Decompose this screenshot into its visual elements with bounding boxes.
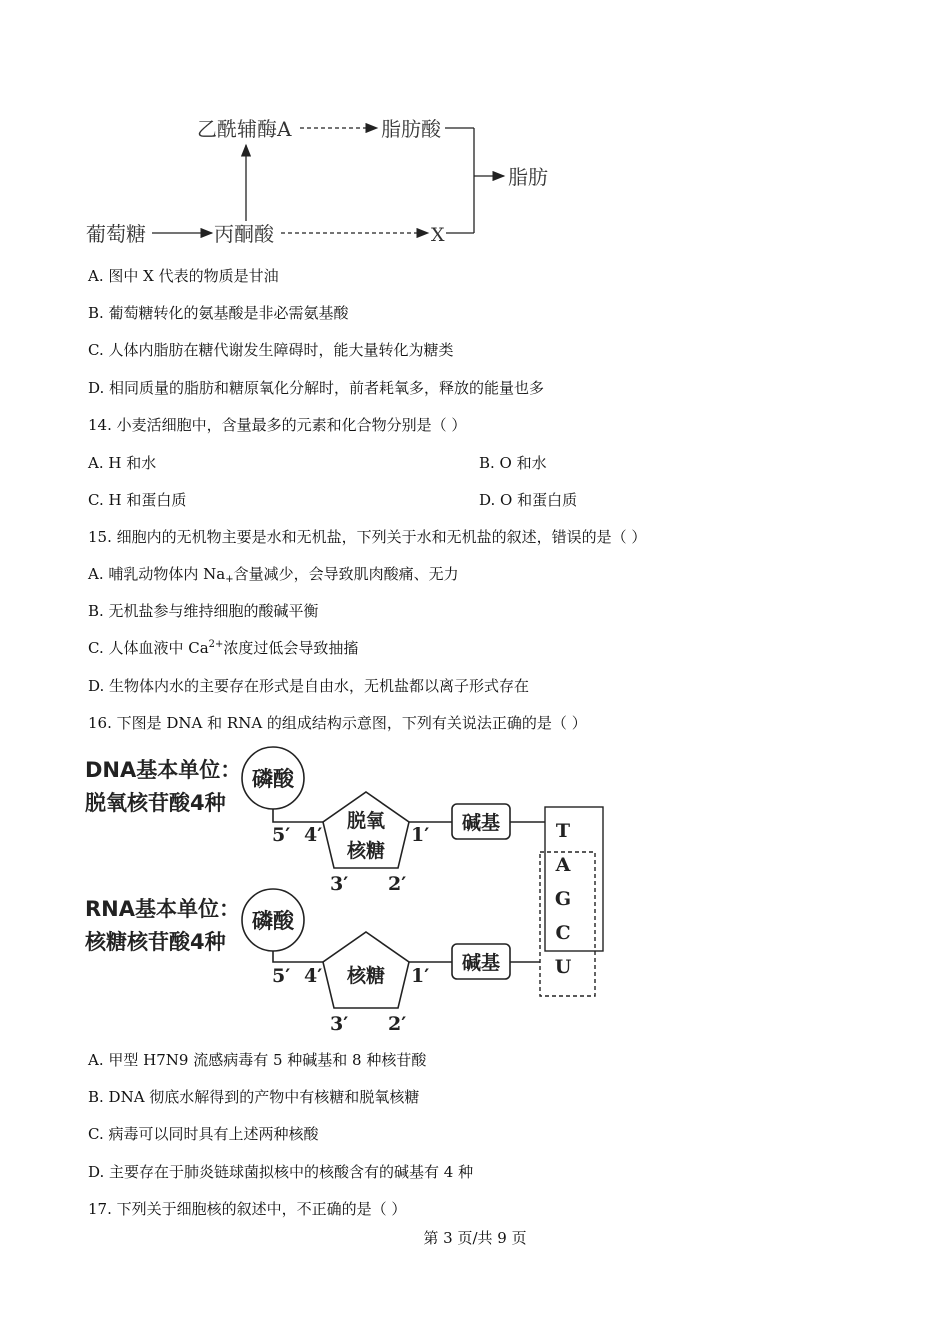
q14-option-a: A. H 和水 [88,454,157,472]
rna-pos-1: 1′ [411,965,430,987]
rna-phosphate-bond [273,951,323,962]
dna-pos-1: 1′ [411,824,430,846]
glucose-label: 葡萄糖 [86,222,146,246]
rna-ribose-label: 核糖 [346,965,386,987]
q15-option-c-text-post: 浓度过低会导致抽搐 [223,639,359,657]
base-t: T [555,820,571,842]
q15-option-c-ion: 2+ [208,639,224,650]
q16-option-c: C. 病毒可以同时具有上述两种核酸 [88,1125,319,1143]
rna-phosphate-label: 磷酸 [252,908,294,933]
rna-pos-5: 5′ [272,965,291,987]
rna-title-line1: RNA基本单位： [85,897,240,921]
q16-option-a: A. 甲型 H7N9 流感病毒有 5 种碱基和 8 种核苷酸 [88,1051,427,1069]
dna-title-line1: DNA基本单位： [85,758,242,782]
q16-stem: 16. 下图是 DNA 和 RNA 的组成结构示意图，下列有关说法正确的是（ ） [88,714,587,732]
base-g: G [554,888,572,910]
fatty-acid-label: 脂肪酸 [381,117,441,141]
rna-title-line2: 核糖核苷酸4种 [85,930,226,954]
base-c: C [555,922,571,944]
dna-base-label: 碱基 [461,812,501,834]
q15-option-c [88,638,358,658]
q15-option-a [88,564,459,584]
dna-pos-3: 3′ [330,873,349,895]
q16-option-b: B. DNA 彻底水解得到的产物中有核糖和脱氧核糖 [88,1088,420,1106]
q14-option-b: B. O 和水 [479,454,547,472]
q14-option-c: C. H 和蛋白质 [88,491,187,509]
q15-option-b: B. 无机盐参与维持细胞的酸碱平衡 [88,602,319,620]
dna-title-line2: 脱氧核苷酸4种 [85,791,226,815]
dna-deoxyribose-label-2: 核糖 [346,840,386,862]
q13-option-b: B. 葡萄糖转化的氨基酸是非必需氨基酸 [88,304,349,322]
dna-phosphate-label: 磷酸 [252,766,294,791]
acetyl-coa-label: 乙酰辅酶A [197,117,292,141]
q14-option-d: D. O 和蛋白质 [479,491,578,509]
q13-option-c: C. 人体内脂肪在糖代谢发生障碍时，能大量转化为糖类 [88,341,454,359]
q13-option-a: A. 图中 X 代表的物质是甘油 [88,267,279,285]
q15-option-a-text-pre: A. 哺乳动物体内 Na [88,565,226,583]
q13-option-d: D. 相同质量的脂肪和糖原氧化分解时，前者耗氧多，释放的能量也多 [88,379,545,397]
nucleotide-diagram [0,740,950,1040]
q16-option-d: D. 主要存在于肺炎链球菌拟核中的核酸含有的碱基有 4 种 [88,1163,474,1181]
dna-pos-2: 2′ [388,873,407,895]
x-label: X [431,224,445,246]
q15-option-a-text-post: 含量减少，会导致肌肉酸痛、无力 [233,565,459,583]
q15-option-a-ion: + [225,574,234,585]
rna-pos-4: 4′ [304,965,323,987]
page-footer: 第 3 页/共 9 页 [423,1229,527,1247]
q15-option-d: D. 生物体内水的主要存在形式是自由水，无机盐都以离子形式存在 [88,677,530,695]
dna-deoxyribose-label-1: 脱氧 [346,810,386,832]
base-a: A [555,854,571,876]
q14-stem: 14. 小麦活细胞中，含量最多的元素和化合物分别是（ ） [88,416,467,434]
fat-label: 脂肪 [508,165,548,189]
dna-phosphate-bond [273,809,323,822]
rna-pos-3: 3′ [330,1013,349,1035]
pyruvate-label: 丙酮酸 [214,222,274,246]
metabolism-diagram [0,0,950,260]
dna-pos-4: 4′ [304,824,323,846]
dna-pos-5: 5′ [272,824,291,846]
base-u: U [554,956,572,978]
dna-base-set-box [545,807,603,951]
q15-option-c-text-pre: C. 人体血液中 Ca [88,639,209,657]
q15-stem: 15. 细胞内的无机物主要是水和无机盐，下列关于水和无机盐的叙述，错误的是（ ） [88,528,647,546]
rna-pos-2: 2′ [388,1013,407,1035]
q17-stem: 17. 下列关于细胞核的叙述中，不正确的是（ ） [88,1200,407,1218]
rna-base-label: 碱基 [461,952,501,974]
